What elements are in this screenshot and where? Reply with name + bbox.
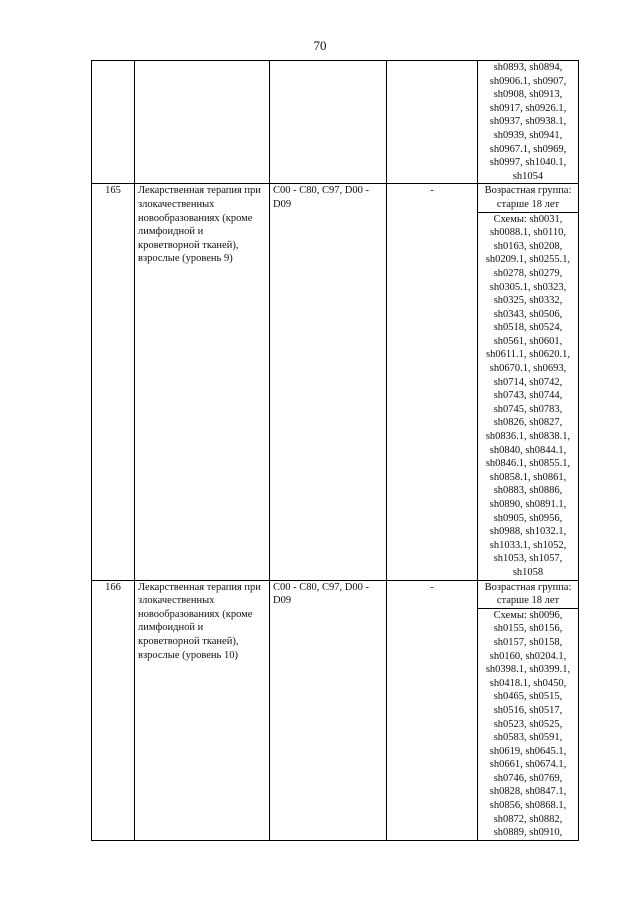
scheme-line: sh1053, sh1057,: [493, 553, 563, 565]
scheme-line: sh0872, sh0882,: [493, 813, 563, 825]
cell-schemes: [478, 608, 579, 840]
scheme-line: sh1058: [512, 566, 544, 578]
scheme-line: sh0828, sh0847.1,: [489, 786, 567, 798]
page-number: 70: [313, 38, 327, 53]
scheme-line: sh0890, sh0891.1,: [489, 499, 567, 510]
cell-dash: [387, 61, 478, 184]
scheme-line: sh0325, sh0332,: [493, 295, 563, 307]
scheme-line: sh0743, sh0744,: [493, 390, 563, 402]
scheme-line: sh0908, sh0913,: [493, 89, 563, 101]
scheme-line: sh0305.1, sh0323,: [489, 281, 567, 293]
cell-number: 166: [92, 580, 135, 840]
cell-dash: -: [387, 184, 478, 580]
cell-schemes: [478, 61, 579, 184]
tariff-table: [91, 60, 579, 841]
cell-codes: C00 - C80, C97, D00 - D09: [270, 184, 387, 580]
table-row-165: [92, 184, 579, 212]
scheme-line: sh0917, sh0926.1,: [489, 102, 567, 114]
scheme-line: sh0893, sh0894,: [493, 62, 563, 73]
cell-number: 165: [92, 184, 135, 580]
scheme-line: sh0846.1, sh0855.1,: [485, 458, 571, 470]
scheme-line: sh1033.1, sh1052,: [489, 539, 567, 551]
scheme-line: Схемы: sh0031,: [493, 213, 563, 225]
scheme-line: sh0997, sh1040.1,: [489, 157, 567, 169]
scheme-line: Схемы: sh0096,: [493, 609, 563, 621]
scheme-line: sh0157, sh0158,: [493, 636, 563, 648]
scheme-line: sh0840, sh0844.1,: [489, 444, 567, 456]
cell-age-group: [478, 184, 579, 212]
age-group-value: старше 18 лет: [496, 198, 560, 210]
scheme-line: sh0465, sh0515,: [493, 691, 563, 703]
age-group-value: старше 18 лет: [496, 595, 560, 607]
scheme-line: sh0714, sh0742,: [493, 376, 563, 388]
scheme-line: sh0746, sh0769,: [493, 772, 563, 784]
cell-name: Лекарственная терапия при злокачественных новообразованиях (кроме лимфоидной и кроветворной тканей), взрослые (уровень 9): [135, 184, 270, 580]
cell-name: [135, 61, 270, 184]
table-row-continued: [92, 61, 579, 184]
scheme-line: sh0856, sh0868.1,: [489, 800, 567, 812]
scheme-line: sh0163, sh0208,: [493, 240, 563, 252]
scheme-line: sh0939, sh0941,: [493, 129, 563, 141]
scheme-line: sh0661, sh0674.1,: [489, 759, 567, 771]
scheme-line: sh0561, sh0601,: [493, 335, 563, 347]
scheme-line: sh1054: [512, 170, 544, 182]
scheme-line: sh0988, sh1032.1,: [489, 526, 567, 538]
cell-age-group: [478, 580, 579, 608]
scheme-line: sh0906.1, sh0907,: [489, 75, 567, 87]
cell-number: [92, 61, 135, 184]
scheme-line: sh0883, sh0886,: [493, 485, 563, 497]
cell-codes: C00 - C80, C97, D00 - D09: [270, 580, 387, 840]
scheme-line: sh0278, sh0279,: [493, 267, 563, 279]
age-group-label: Возрастная группа:: [484, 581, 572, 593]
table-row-166: [92, 580, 579, 608]
scheme-line: sh0745, sh0783,: [493, 403, 563, 415]
scheme-line: sh0858.1, sh0861,: [489, 471, 567, 483]
scheme-line: sh0343, sh0506,: [493, 308, 563, 320]
scheme-line: sh0155, sh0156,: [493, 623, 563, 635]
cell-dash: -: [387, 580, 478, 840]
scheme-line: sh0398.1, sh0399.1,: [485, 664, 571, 676]
scheme-line: sh0583, sh0591,: [493, 732, 563, 744]
scheme-line: sh0088.1, sh0110,: [489, 227, 567, 239]
scheme-line: sh0209.1, sh0255.1,: [485, 254, 571, 266]
scheme-line: sh0905, sh0956,: [493, 512, 563, 524]
scheme-line: sh0611.1, sh0620.1,: [486, 349, 570, 361]
scheme-line: sh0937, sh0938.1,: [489, 116, 567, 128]
scheme-line: sh0889, sh0910,: [493, 827, 563, 839]
scheme-line: sh0523, sh0525,: [493, 718, 563, 730]
scheme-line: sh0836.1, sh0838.1,: [485, 431, 571, 443]
scheme-line: sh0619, sh0645.1,: [489, 745, 567, 757]
scheme-line: sh0418.1, sh0450,: [489, 677, 567, 689]
scheme-line: sh0160, sh0204.1,: [489, 650, 567, 662]
scheme-line: sh0516, sh0517,: [493, 704, 563, 716]
scheme-line: sh0967.1, sh0969,: [489, 143, 567, 155]
cell-codes: [270, 61, 387, 184]
age-group-label: Возрастная группа:: [484, 185, 572, 197]
scheme-line: sh0670.1, sh0693,: [489, 363, 567, 375]
cell-schemes: [478, 212, 579, 580]
scheme-line: sh0826, sh0827,: [493, 417, 563, 429]
scheme-line: sh0518, sh0524,: [493, 322, 563, 334]
cell-name: Лекарственная терапия при злокачественных новообразованиях (кроме лимфоидной и кроветворной тканей), взрослые (уровень 10): [135, 580, 270, 840]
